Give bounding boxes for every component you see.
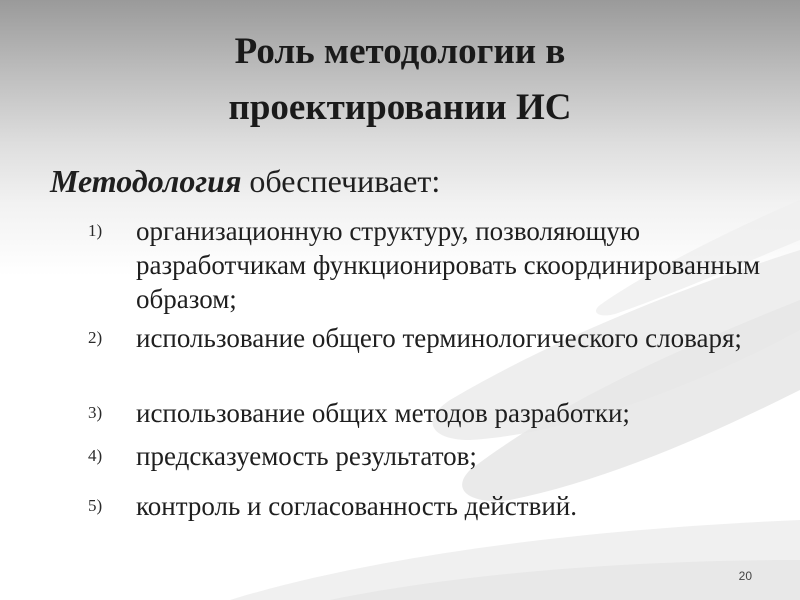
intro-line [50,163,440,200]
list-item-number: 5) [88,496,103,515]
slide-title [0,24,800,136]
list-item-text: организационную структуру, позволяющую разработчикам функционировать скоординированным образом; [136,216,761,314]
list-item-number: 4) [88,446,103,465]
list-item-number: 2) [88,328,103,347]
list-item-text: предсказуемость результатов; [136,441,477,471]
slide-title-line-2: проектировании ИС [228,87,572,128]
list-item-text: использование общего терминологического словаря; [136,323,742,353]
slide-title-line-1: Роль методологии в [234,31,566,72]
list-item-text: использование общих методов разработки; [136,398,630,428]
list-item-number: 3) [88,403,103,422]
page-number: 20 [738,569,752,583]
list-item-number: 1) [88,221,103,240]
list-item-text: контроль и согласованность действий. [136,491,577,521]
intro-emphasis: Методология [50,163,242,199]
intro-rest: обеспечивает: [241,163,441,199]
